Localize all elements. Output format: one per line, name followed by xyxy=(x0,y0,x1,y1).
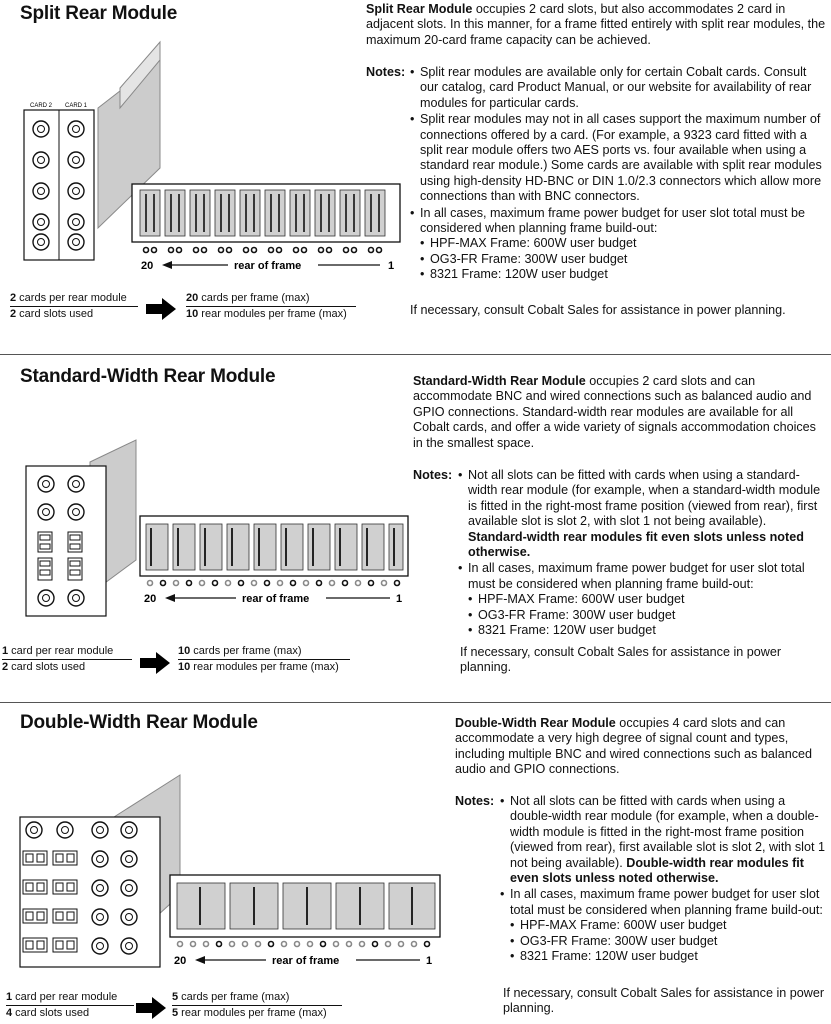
standard-budget-item: • OG3-FR Frame: 300W user budget xyxy=(468,608,828,623)
split-stat-divider xyxy=(10,306,138,307)
standard-result-divider xyxy=(178,659,350,660)
standard-budget-item: • 8321 Frame: 120W user budget xyxy=(468,623,828,638)
double-slots-used: 4 card slots used xyxy=(6,1007,90,1019)
rear-of-frame-label: rear of frame xyxy=(234,260,302,272)
frame-slot-20-label: 20 xyxy=(141,260,154,272)
double-slot-markers xyxy=(178,942,430,947)
split-footer: If necessary, consult Cobalt Sales for assistance in power planning. xyxy=(410,303,786,317)
standard-notes-label: Notes: xyxy=(413,468,453,482)
split-cards-per-module: 2 cards per rear module xyxy=(10,292,127,304)
standard-module-illustration xyxy=(10,400,430,620)
double-cards-per-frame: 5 cards per frame (max) xyxy=(172,991,290,1003)
double-frame-slots xyxy=(177,883,435,929)
standard-frame-slots xyxy=(146,524,403,570)
double-budget-item: • OG3-FR Frame: 300W user budget xyxy=(510,934,828,949)
frame-slot-1-label: 1 xyxy=(426,955,433,967)
double-description: Double-Width Rear Module occupies 4 card slots and can accommodate a very high degree of signal count and types, including multiple BNC and wired connections such as balanced audio and GPIO connections. xyxy=(455,716,813,777)
double-title: Double-Width Rear Module xyxy=(20,712,258,733)
frame-slot-20-label: 20 xyxy=(144,593,157,605)
standard-footer: If necessary, consult Cobalt Sales for assistance in power planning. xyxy=(460,645,782,675)
double-cards-per-module: 1 card per rear module xyxy=(6,991,118,1003)
double-footer: If necessary, consult Cobalt Sales for assistance in power planning. xyxy=(503,986,825,1016)
split-note-2: • Split rear modules may not in all cases support the maximum number of connections offered by a card. (For example, a 9323 card fitted with a split rear module offers two AES ports vs. four available when using a standard rear module.) Some cards are available with split rear modules using high-density HD-BNC or DIN 1.0/2.3 connectors which allow more connections than with BNC connectors. xyxy=(410,112,826,204)
standard-description: Standard-Width Rear Module occupies 2 card slots and can accommodate BNC and wired connections such as balanced audio and GPIO connections. Standard-width rear modules are available for all Cobalt cards, and offer a wide variety of signals accommodation choices in the smallest space. xyxy=(413,374,816,450)
split-modules-per-frame: 10 rear modules per frame (max) xyxy=(186,308,347,320)
split-note-3: • In all cases, maximum frame power budget for user slot total must be considered when planning frame build-out: • HPF-MAX Frame: 600W user budget • OG3-FR Frame: 300W user budget • 8321 Frame: 120W user budget xyxy=(410,206,826,283)
double-note-2: • In all cases, maximum frame power budget for user slot total must be considered when planning frame build-out: • HPF-MAX Frame: 600W user budget • OG3-FR Frame: 300W user budget • 8321 Frame: 120W user budget xyxy=(500,887,828,964)
double-budget-item: • 8321 Frame: 120W user budget xyxy=(510,949,828,964)
split-note-1: • Split rear modules are available only for certain Cobalt cards. Consult our catalog, card Product Manual, or our website for availability of rear modules for particular cards. xyxy=(410,65,826,111)
standard-slots-used: 2 card slots used xyxy=(2,661,86,673)
double-result-divider xyxy=(172,1005,342,1006)
split-budget-item: • HPF-MAX Frame: 600W user budget xyxy=(420,236,826,251)
section-divider xyxy=(0,354,831,355)
standard-title: Standard-Width Rear Module xyxy=(20,366,276,387)
standard-slot-markers xyxy=(148,581,400,586)
standard-modules-per-frame: 10 rear modules per frame (max) xyxy=(178,661,339,673)
standard-cards-per-frame: 10 cards per frame (max) xyxy=(178,645,302,657)
rear-of-frame-label: rear of frame xyxy=(272,955,340,967)
standard-cards-per-module: 1 card per rear module xyxy=(2,645,114,657)
split-cards-per-frame: 20 cards per frame (max) xyxy=(186,292,310,304)
double-budget-item: • HPF-MAX Frame: 600W user budget xyxy=(510,918,828,933)
frame-slot-1-label: 1 xyxy=(396,593,403,605)
double-stat-divider xyxy=(6,1005,134,1006)
standard-budget-item: • HPF-MAX Frame: 600W user budget xyxy=(468,592,828,607)
standard-notes xyxy=(458,468,828,639)
split-budget-item: • OG3-FR Frame: 300W user budget xyxy=(420,252,826,267)
split-notes xyxy=(410,65,826,284)
card1-label: CARD 1 xyxy=(65,103,88,109)
arrow-right-icon xyxy=(140,652,170,674)
standard-note-2: • In all cases, maximum frame power budget for user slot total must be considered when planning frame build-out: • HPF-MAX Frame: 600W user budget • OG3-FR Frame: 300W user budget • 8321 Frame: 120W user budget xyxy=(458,561,828,638)
section-divider xyxy=(0,702,831,703)
split-budget-item: • 8321 Frame: 120W user budget xyxy=(420,267,826,282)
split-result-divider xyxy=(186,306,356,307)
split-title: Split Rear Module xyxy=(20,3,178,24)
split-description: Split Rear Module occupies 2 card slots, but also accommodates 2 card in adjacent slots. In this manner, for a frame fitted entirely with split rear modules, the maximum 20-card frame capacity can be achieved. xyxy=(366,2,826,47)
double-notes xyxy=(500,794,828,965)
double-notes-label: Notes: xyxy=(455,794,495,808)
card2-label: CARD 2 xyxy=(30,103,53,109)
standard-stat-divider xyxy=(2,659,132,660)
split-slot-markers xyxy=(144,248,382,253)
frame-slot-20-label: 20 xyxy=(174,955,187,967)
double-note-1: • Not all slots can be fitted with cards when using a double-width rear module (for example, when a double-width module is fitted in the right-most frame position (viewed from rear), first available slot is slot 2, with slot 1 not being available). Double-width rear modules fit even slots unless noted otherwise. xyxy=(500,794,828,886)
frame-slot-1-label: 1 xyxy=(388,260,395,272)
arrow-right-icon xyxy=(146,298,176,320)
double-modules-per-frame: 5 rear modules per frame (max) xyxy=(172,1007,327,1019)
split-slots-used: 2 card slots used xyxy=(10,308,94,320)
arrow-right-icon xyxy=(136,997,166,1019)
rear-of-frame-label: rear of frame xyxy=(242,593,310,605)
split-notes-label: Notes: xyxy=(366,65,406,79)
double-module-illustration xyxy=(10,745,450,975)
standard-note-1: • Not all slots can be fitted with cards when using a standard-width rear module (for example, when a standard-width module is fitted in the right-most frame position (viewed from rear), first available slot is slot 2, with slot 1 not being available). Standard-width rear modules fit even slots unless noted otherwise. xyxy=(458,468,828,560)
